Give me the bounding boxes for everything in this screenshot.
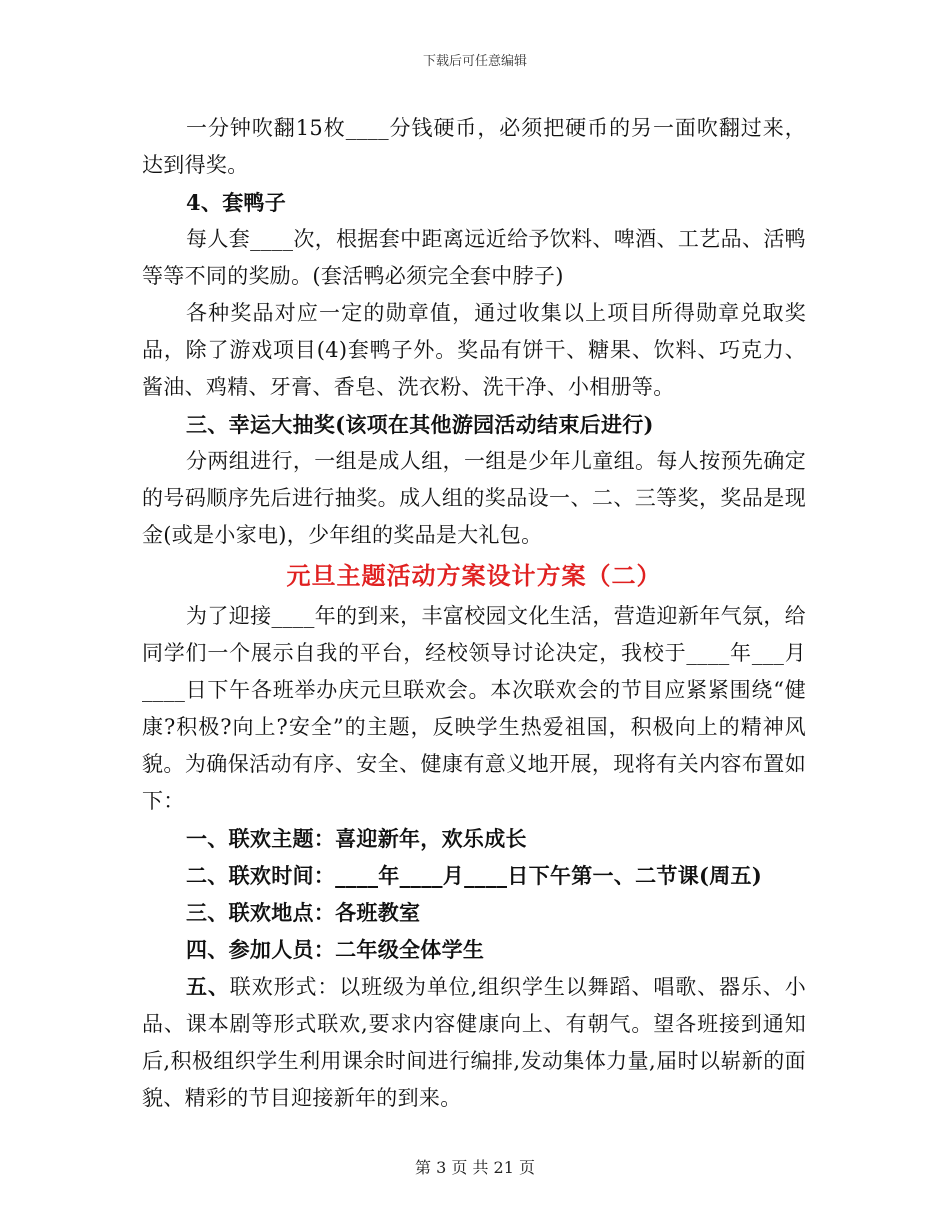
page-footer: 第 3 页 共 21 页 (415, 1158, 535, 1177)
paragraph-prizes: 各种奖品对应一定的勋章值，通过收集以上项目所得勋章兑取奖品，除了游戏项目(4)套鸭子外。奖品有饼干、糖果、饮料、巧克力、酱油、鸡精、牙膏、香皂、洗衣粉、洗干净、小相册等。 (142, 301, 806, 399)
heading-lucky-draw: 三、幸运大抽奖(该项在其他游园活动结束后进行) (186, 412, 654, 437)
item-format-text: 联欢形式：以班级为单位,组织学生以舞蹈、唱歌、器乐、小品、课本剧等形式联欢,要求内容健康向上、有朝气。望各班接到通知后,积极组织学生利用课余时间进行编排,发动集体力量,届时以崭新的面貌、精彩的节目迎接新年的到来。 (142, 975, 806, 1110)
page-header: 下载后可任意编辑 (422, 54, 527, 69)
item-participants: 四、参加人员：二年级全体学生 (186, 937, 485, 962)
paragraph-coin-game: 一分钟吹翻15枚____分钱硬币，必须把硬币的另一面吹翻过来，达到得奖。 (142, 116, 806, 177)
item-theme: 一、联欢主题：喜迎新年，欢乐成长 (186, 826, 527, 851)
paragraph-intro: 为了迎接____年的到来，丰富校园文化生活，营造迎新年气氛，给同学们一个展示自我的平台，经校领导讨论决定，我校于____年___月____日下午各班举办庆元旦联欢会。本次联欢会的节目应紧紧围绕“健康?积极?向上?安全”的主题，反映学生热爱祖国，积极向上的精神风貌。为确保活动有序、安全、健康有意义地开展，现将有关内容布置如下： (142, 604, 806, 813)
item-format-label: 五、 (186, 974, 230, 999)
item-location: 三、联欢地点：各班教室 (186, 900, 421, 925)
paragraph-lucky-draw: 分两组进行，一组是成人组，一组是少年儿童组。每人按预先确定的号码顺序先后进行抽奖。成人组的奖品设一、二、三等奖，奖品是现金(或是小家电)，少年组的奖品是大礼包。 (142, 449, 806, 547)
document-body (142, 110, 806, 1117)
item-format (142, 968, 806, 1117)
section-title: 元旦主题活动方案设计方案（二） (286, 561, 662, 590)
heading-ring-duck: 4、套鸭子 (186, 190, 287, 215)
paragraph-ring-duck: 每人套____次，根据套中距离远近给予饮料、啤酒、工艺品、活鸭等等不同的奖励。(套活鸭必须完全套中脖子) (142, 227, 806, 288)
item-time: 二、联欢时间：____年____月____日下午第一、二节课(周五) (186, 863, 763, 888)
